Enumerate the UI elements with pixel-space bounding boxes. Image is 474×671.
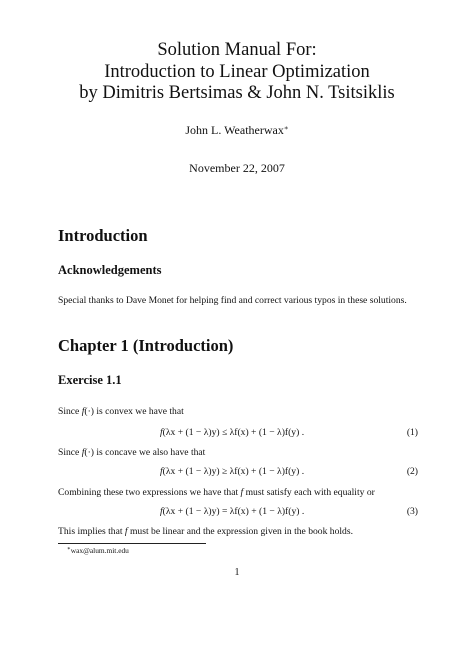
footnote-rule <box>58 543 206 544</box>
text-fragment: (·) is convex we have that <box>84 406 184 417</box>
text-fragment: Since <box>58 406 82 417</box>
subsection-heading-acknowledgements: Acknowledgements <box>58 263 162 277</box>
text-fragment: (·) is concave we also have that <box>84 447 206 458</box>
paragraph-line-3 <box>58 487 375 498</box>
text-fragment: must satisfy each with equality or <box>243 487 375 498</box>
page-number: 1 <box>234 567 240 578</box>
text-fragment: must be linear and the expression given in the book holds. <box>127 526 353 537</box>
equation-2 <box>160 466 304 477</box>
author-name: John L. Weatherwax <box>185 123 284 137</box>
footnote <box>67 546 129 555</box>
equation-number-2: (2) <box>406 466 418 477</box>
text-fragment: Combining these two expressions we have that <box>58 487 241 498</box>
date: November 22, 2007 <box>189 161 285 175</box>
math-symbol: f <box>124 526 128 537</box>
math-symbol: f <box>240 487 244 498</box>
author-footnote-mark: ∗ <box>283 124 289 132</box>
text-fragment: Since <box>58 447 82 458</box>
title-line-3: by Dimitris Bertsimas & John N. Tsitsiklis <box>79 83 395 103</box>
paragraph-line-1 <box>58 406 184 417</box>
footnote-mark: ∗ <box>67 546 71 552</box>
equation-body: (λx + (1 − λ)y) ≤ λf(x) + (1 − λ)f(y) . <box>162 427 305 438</box>
math-symbol: f <box>160 466 163 477</box>
equation-body: (λx + (1 − λ)y) = λf(x) + (1 − λ)f(y) . <box>162 506 305 517</box>
paragraph-line-4 <box>58 526 353 537</box>
acknowledgements-text: Special thanks to Dave Monet for helping find and correct various typos in these solutions. <box>58 295 407 306</box>
equation-number-3: (3) <box>406 506 418 517</box>
math-symbol: f <box>81 406 85 417</box>
text-fragment: This implies that <box>58 526 125 537</box>
equation-3 <box>160 506 304 517</box>
title-line-2: Introduction to Linear Optimization <box>104 61 370 82</box>
title-line-1: Solution Manual For: <box>157 40 317 60</box>
equation-number-1: (1) <box>406 427 418 438</box>
section-heading-introduction: Introduction <box>58 226 148 245</box>
math-symbol: f <box>160 427 163 438</box>
equation-1 <box>160 427 304 438</box>
math-symbol: f <box>81 447 85 458</box>
chapter-heading: Chapter 1 (Introduction) <box>58 336 234 355</box>
author-line <box>0 123 474 138</box>
footnote-email: wax@alum.mit.edu <box>70 546 129 555</box>
math-symbol: f <box>160 506 163 517</box>
equation-body: (λx + (1 − λ)y) ≥ λf(x) + (1 − λ)f(y) . <box>162 466 305 477</box>
paper-title <box>0 40 474 105</box>
exercise-heading: Exercise 1.1 <box>58 373 122 387</box>
paragraph-line-2 <box>58 447 205 458</box>
